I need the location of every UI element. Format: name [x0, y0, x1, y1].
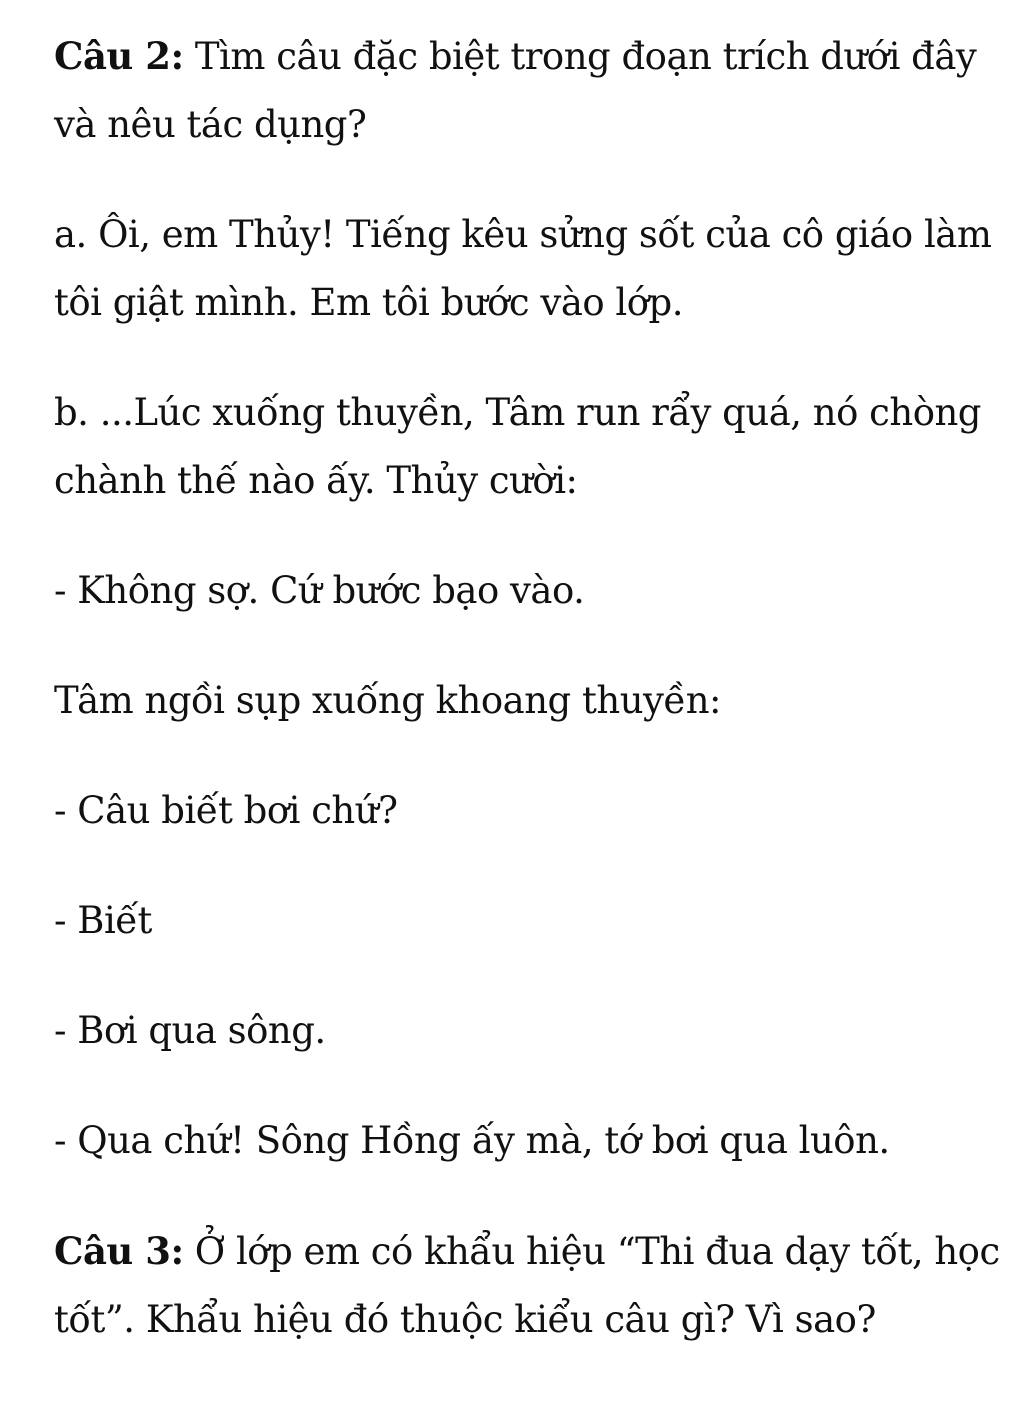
excerpt-part-a: a. Ôi, em Thủy! Tiếng kêu sửng sốt của cô giáo làm tôi giật mình. Em tôi bước vào lớp.: [54, 213, 992, 324]
document-page: [54, 22, 1004, 1396]
question-3: [54, 1217, 1004, 1354]
dialogue-line-4: - Bơi qua sông.: [54, 1009, 326, 1052]
narration-line: Tâm ngồi sụp xuống khoang thuyền:: [54, 679, 721, 722]
question-2-label: Câu 2:: [54, 34, 184, 78]
question-3-label: Câu 3:: [54, 1229, 184, 1273]
question-2: [54, 22, 1004, 159]
dialogue-line-2: - Câu biết bơi chứ?: [54, 789, 398, 832]
question-2-text: Tìm câu đặc biệt trong đoạn trích dưới đây và nêu tác dụng?: [54, 35, 977, 146]
excerpt-part-b: b. ...Lúc xuống thuyền, Tâm run rẩy quá, nó chòng chành thế nào ấy. Thủy cười:: [54, 391, 981, 502]
dialogue-line-5: - Qua chứ! Sông Hồng ấy mà, tớ bơi qua luôn.: [54, 1119, 890, 1162]
dialogue-line-3: - Biết: [54, 899, 152, 942]
question-3-text: Ở lớp em có khẩu hiệu “Thi đua dạy tốt, học tốt”. Khẩu hiệu đó thuộc kiểu câu gì? Vì sao?: [54, 1230, 1000, 1341]
dialogue-line-1: - Không sợ. Cứ bước bạo vào.: [54, 569, 585, 612]
